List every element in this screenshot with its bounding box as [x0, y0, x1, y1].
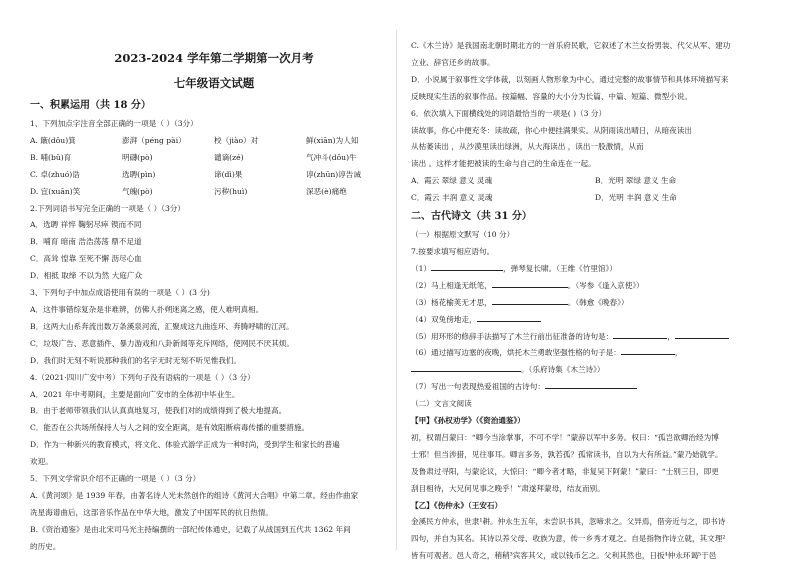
fill-line: （5）用环形的修辞手法描写了木兰行前出征准备的诗句是： ，	[411, 329, 779, 346]
fill-line: （2）马上相逢无纸笔， 。（岑参《逢入京使》）	[411, 278, 779, 295]
option-line: 反映现实生活的叙事作品。按篇幅、容量的大小分为长篇、中篇、短篇、微型小说。	[411, 91, 692, 101]
passage-line: 从枯萎读出 ，从沙漠里读出绿洲，从大海读出 ，读出一股激情，从而	[411, 142, 644, 152]
question-stem: 4.（2021·四川广安中考）下列句子没有语病的一项是（ ）（3 分）	[30, 372, 255, 382]
option-line: C．垃圾广告、恶意插件、暴力游戏和八卦新闻等充斥网络，使网民不厌其烦。	[30, 338, 294, 348]
section-heading: 一、积累运用（共 18 分）	[30, 100, 151, 111]
answer-blank[interactable]	[431, 261, 503, 271]
fill-line: （6）通过描写边塞的夜晚，烘托木兰勇敢坚强性格的句子是： ，	[411, 345, 779, 362]
passage-heading: 【乙】《伤仲永》（王安石）	[411, 500, 503, 510]
answer-blank[interactable]	[411, 362, 521, 372]
option-line: A．2021 年中考期间，主要是面向广安市的全体初中毕业生。	[30, 389, 240, 399]
option-row: D. 宜(xuān)笑 气魄(pò) 污秽(huì) 深恶(è)痛绝	[30, 186, 347, 196]
answer-blank[interactable]	[477, 312, 541, 322]
question-stem: 3、下列句子中加点成语使用有误的一项是（ ）(3 分)	[30, 288, 210, 298]
fill-line: （1） ，弹琴复长啸。（王维《竹里馆》）	[411, 261, 779, 278]
question-stem: 6．依次填入下面横线处的词语最恰当的一项是( )（3 分）	[411, 108, 607, 118]
option-line: 冼星海谱曲后，这部音乐作品在中华大地，激发了中国军民的抗日热情。	[30, 507, 273, 517]
subsection-heading: （二）文言文阅读	[411, 399, 472, 409]
passage-line: 读出 。这样才能把被读的生命与自己的生命连在一起。	[411, 159, 596, 169]
option-line: B．由于老师带领我们认认真真地复习，使我们对的成绩得到了极大地提高。	[30, 406, 287, 416]
option-row: A. 簸(dǒu)箕 澎湃（péng pài） 校（jiào）对 鲜(xiān)为人知	[30, 135, 359, 145]
question-stem: 2.下列词语书写完全正确的一项是（ ）（3分）	[30, 203, 185, 213]
option-row: A．霞云 翠绿 意义 灵魂 B．光明 翠绿 意义 生命	[411, 176, 677, 186]
option-line: D．作为一种新兴的教育模式，将文化、体验式游学正成为一种时尚，受到学生和家长的普遍	[30, 440, 340, 450]
option-line: D．我们时无刻不听说那种我们的名字无时无刻不听见惟我们。	[30, 355, 242, 365]
exam-subtitle: 七年级语文试题	[173, 76, 255, 90]
left-column	[30, 38, 398, 556]
passage-line: 皆有可观者。邑人奇之，稍稍³宾客其父，或以钱币乞之。父利其然也，日扳⁴仲永环谒⁵于邑	[411, 551, 717, 561]
passage-line: 及鲁肃过寻阳，与蒙论议，大惊曰：“卿今者才略，非复吴下阿蒙！”蒙曰：“士别三日，即更	[411, 466, 719, 476]
option-row: C．霞云 丰润 意义 灵魂 D．光明 丰润 意义 生命	[411, 193, 677, 203]
option-line: A．这件事错综复杂是非难辨，仿佛人扑朔迷离之感，使人难明真相。	[30, 304, 264, 314]
question-stem: 7.按要求填写相应语句。	[411, 246, 495, 256]
passage-line: 初，权谓吕蒙曰：“卿今当涂掌事，不可不学！”蒙辞以军中多务。权曰：“孤岂欲卿治经为博	[411, 432, 719, 442]
question-stem: 5．下列文学常识介绍不正确的一项是（ ）（3 分）	[30, 474, 201, 484]
option-line: 欢迎。	[30, 457, 53, 467]
option-line: B.《资治通鉴》是由北宋司马光主持编撰的一部纪传体通史，记载了从战国到五代共 1362 年间	[30, 524, 351, 534]
option-line: C.《木兰诗》是我国南北朝时期北方的一首乐府民歌，它叙述了木兰女扮男装、代父从军、建功	[411, 41, 731, 50]
passage-heading: 【甲】《孙权劝学》（《资治通鉴》）	[411, 416, 525, 426]
answer-blank[interactable]	[545, 379, 637, 389]
option-row: B. 哺(bǔ)育 明礴(pò) 谴谪(zé) 气冲斗(dǒu)牛	[30, 152, 357, 162]
passage-line: 刮目相待，大兄何见事之晚乎！”肃遂拜蒙母，结友而别。	[411, 483, 605, 493]
answer-blank[interactable]	[492, 295, 568, 305]
fill-line: （4）双兔傍地走，	[411, 312, 779, 329]
passage-line: 四句，并自为其名。其诗以养父母、收族为意，传一乡秀才观之。自是指物作诗立就，其文理²	[411, 534, 726, 544]
section-heading: 二、古代诗文（共 31 分）	[411, 211, 532, 223]
right-column	[411, 38, 779, 565]
option-line: D．小说属于叙事性文学体裁，以刻画人物形象为中心，通过完整的故事情节和具体环境描写来	[411, 74, 729, 84]
answer-blank[interactable]	[675, 329, 729, 339]
option-line: 的历史。	[30, 541, 61, 551]
answer-blank[interactable]	[621, 345, 675, 355]
passage-line: 士邪！但当涉猎，见往事耳。卿言多务，孰若孤？孤常读书，自以为大有所益。”蒙乃始就学。	[411, 449, 723, 459]
answer-blank[interactable]	[492, 278, 568, 288]
option-row: C. 卓(zhuó)诰 选聘(pìn) 谛(dì)果 谆(zhūn)谆告诫	[30, 169, 361, 179]
fill-line: （7）写出一句表现热爱祖国的古诗句：	[411, 379, 779, 396]
option-line: C．高耸 惶靠 至死不懈 沥尽心血	[30, 254, 142, 264]
option-line: A．选聘 祥悴 鞠躬尽瘁 锲而不同	[30, 220, 142, 230]
option-line: B．这两大山系奔流出数万条溪泉河流，汇聚成这九曲连环、奔腾呼啸的江河。	[30, 321, 294, 331]
exam-title: 2023-2024 学年第二学期第一次月考	[114, 51, 314, 65]
question-stem: 1、下列加点字注音全部正确的一项是（ ）（3分）	[30, 119, 198, 128]
option-line: 立业、辞官还乡的故事。	[411, 57, 495, 67]
option-line: D．相抵 取缔 不以为然 大庭广众	[30, 271, 143, 281]
option-line: B．哺育 暗南 浩浩荡荡 鼎不足道	[30, 237, 142, 247]
fill-line: （3）杨花榆荚无才思， 。（韩愈《晚春》）	[411, 295, 779, 312]
option-line: A.《黄河颂》是 1939 年春，由著名诗人光未然创作的组诗《黄河大合唱》中第二章。经由作曲家	[30, 490, 359, 500]
fill-line: 。（乐府诗集《木兰诗》）	[411, 362, 779, 379]
answer-blank[interactable]	[613, 329, 667, 339]
passage-line: 金溪民方仲永，世隶¹耕。仲永生五年，未尝识书具，忽啼求之。父异焉，借旁近与之，即书诗	[411, 517, 726, 527]
passage-line: 读故事，你心中便充冬：读故疏，你心中便挂满果实。从阴雨读出晴日，从暗夜读出	[411, 125, 692, 135]
subsection-heading: （一）根据原文默写（10 分）	[411, 230, 515, 240]
option-line: C．能否在公共场所保持人与人之间的安全距离，是有效阻断病毒传播的重要措施。	[30, 423, 310, 433]
